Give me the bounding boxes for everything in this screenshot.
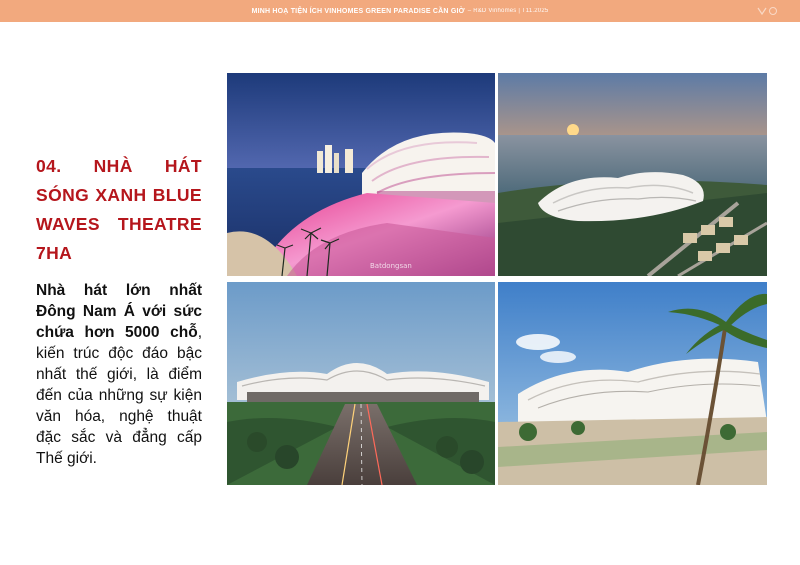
- theatre-plaza-palm-photo: [498, 282, 767, 485]
- description-text: , kiến trúc độc đáo bậc nhất thế giới, là điểm đến của những sự kiện văn hóa, nghệ thuật đặc sắc và đẳng cấp Thế giới.: [36, 324, 202, 467]
- header-title: MINH HOẠ TIỆN ÍCH VINHOMES GREEN PARADISE CẦN GIỜ: [251, 7, 465, 15]
- brand-logo-icon: [756, 6, 780, 16]
- section-heading: 04. NHÀ HÁT SÓNG XANH BLUE WAVES THEATRE 7HA: [36, 156, 202, 263]
- theatre-aerial-sunset-photo: [498, 73, 767, 276]
- theatre-front-avenue-photo: [227, 282, 495, 485]
- header-bar: [0, 0, 800, 22]
- section-description: [36, 280, 202, 469]
- header-subtitle: – R&D Vinhomes | T11.2025: [467, 8, 549, 14]
- photo-watermark: Batdongsan: [370, 262, 412, 270]
- theatre-night-beach-photo: [227, 73, 495, 276]
- description-highlight: Nhà hát lớn nhất Đông Nam Á với sức chứa hơn 5000 chỗ: [36, 282, 202, 341]
